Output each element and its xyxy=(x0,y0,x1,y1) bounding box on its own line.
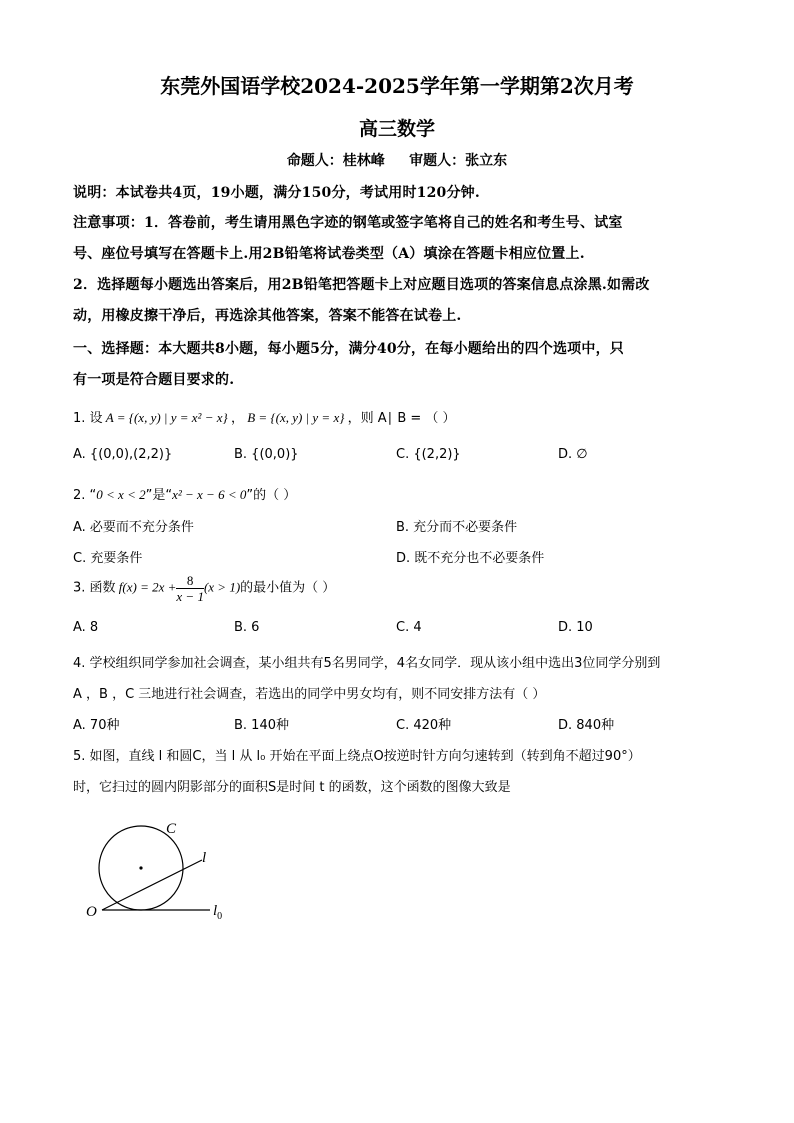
question-4-stem-line-1: 4. 学校组织同学参加社会调查，某小组共有5名男同学，4名女同学．现从该小组中选出3位同学分别到 xyxy=(73,656,661,671)
exam-title: 东莞外国语学校2024-2025学年第一学期第2次月考 xyxy=(160,74,634,98)
question-1-sep: ， xyxy=(230,411,244,426)
question-3-prefix: 3. 函数 xyxy=(73,580,116,596)
exam-authors: 命题人：桂林峰 审题人：张立东 xyxy=(286,153,508,169)
question-3-stem xyxy=(73,574,335,603)
question-4-option-b: B. 140种 xyxy=(234,718,289,733)
question-2-condition-1: 0 < x < 2 xyxy=(96,487,146,502)
figure-label-c: C xyxy=(166,821,177,837)
notes2-line-2: 动，用橡皮擦干净后，再选涂其他答案，答案不能答在试卷上. xyxy=(73,308,462,324)
question-3-function-left: f(x) = 2x + xyxy=(118,579,177,595)
question-3-option-a: A. 8 xyxy=(73,620,99,635)
question-1-option-d: D. ∅ xyxy=(558,447,588,462)
question-3-fraction xyxy=(176,574,204,603)
question-1-option-c: C. {(2,2)} xyxy=(396,447,461,462)
question-2-condition-2: x² − x − 6 < 0 xyxy=(172,487,247,502)
question-1-set-b: B = {(x, y) | y = x} xyxy=(247,410,345,425)
question-5-stem-line-2: 时，它扫过的圆内阴影部分的面积S是时间 t 的函数，这个函数的图像大致是 xyxy=(73,780,511,795)
question-3-option-d: D. 10 xyxy=(558,620,593,635)
question-2-option-d: D. 既不充分也不必要条件 xyxy=(396,551,545,566)
question-2-prefix: 2. “ xyxy=(73,488,97,503)
section-heading-line-2: 有一项是符合题目要求的. xyxy=(73,372,235,388)
figure-line-l xyxy=(102,860,202,910)
section-heading-line-1: 一、选择题：本大题共8小题，每小题5分，满分40分，在每小题给出的四个选项中，只 xyxy=(73,341,624,357)
notes-line-2: 号、座位号填写在答题卡上.用2B铅笔将试卷类型（A）填涂在答题卡相应位置上. xyxy=(73,246,585,262)
question-3-function-right: (x > 1) xyxy=(203,579,241,595)
figure-label-l0 xyxy=(213,903,222,922)
question-3-option-c: C. 4 xyxy=(396,620,422,635)
question-1-ask: ，则 A∣ B = （ ） xyxy=(347,411,456,426)
instructions-line: 说明：本试卷共4页，19小题，满分150分，考试用时120分钟. xyxy=(73,185,480,201)
question-4-stem-line-2: A ，B ，C 三地进行社会调查，若选出的同学中男女均有，则不同安排方法有（ ） xyxy=(73,687,546,702)
question-3-option-b: B. 6 xyxy=(234,620,260,635)
figure-label-l: l xyxy=(202,850,207,866)
question-4-option-a: A. 70种 xyxy=(73,718,120,733)
question-3-fraction-denominator: x − 1 xyxy=(176,589,204,604)
question-2-mid: ”是“ xyxy=(145,488,173,503)
figure-label-l0-sub: 0 xyxy=(217,911,223,922)
question-2-option-c: C. 充要条件 xyxy=(73,551,143,566)
figure-label-l0-main: l xyxy=(213,903,218,919)
question-3-suffix: 的最小值为（ ） xyxy=(240,580,336,596)
question-1-stem xyxy=(73,407,456,426)
question-5-figure xyxy=(80,815,240,925)
question-1-set-a: A = {(x, y) | y = x² − x} xyxy=(105,410,228,425)
question-2-stem xyxy=(73,484,296,503)
question-1-option-a: A. {(0,0),(2,2)} xyxy=(73,447,173,462)
notes2-line-1: 2．选择题每小题选出答案后，用2B铅笔把答题卡上对应题目选项的答案信息点涂黑.如需改 xyxy=(73,277,650,293)
notes-line-1: 注意事项：1．答卷前，考生请用黑色字迹的钢笔或签字笔将自己的姓名和考生号、试室 xyxy=(73,215,623,231)
question-1-option-b: B. {(0,0)} xyxy=(234,447,299,462)
question-2-option-a: A. 必要而不充分条件 xyxy=(73,520,194,535)
question-2-option-b: B. 充分而不必要条件 xyxy=(396,520,518,535)
question-4-option-d: D. 840种 xyxy=(558,718,615,733)
figure-label-o: O xyxy=(86,904,97,920)
question-1-number: 1. 设 xyxy=(73,411,103,426)
question-2-suffix: ”的（ ） xyxy=(246,488,297,503)
question-4-option-c: C. 420种 xyxy=(396,718,452,733)
question-5-stem-line-1: 5. 如图，直线 l 和圆C，当 l 从 l₀ 开始在平面上绕点O按逆时针方向匀速转到（转到角不超过90°） xyxy=(73,749,641,764)
exam-subject: 高三数学 xyxy=(358,118,435,140)
question-3-fraction-numerator: 8 xyxy=(176,574,204,589)
figure-circle-center-dot xyxy=(139,866,142,869)
